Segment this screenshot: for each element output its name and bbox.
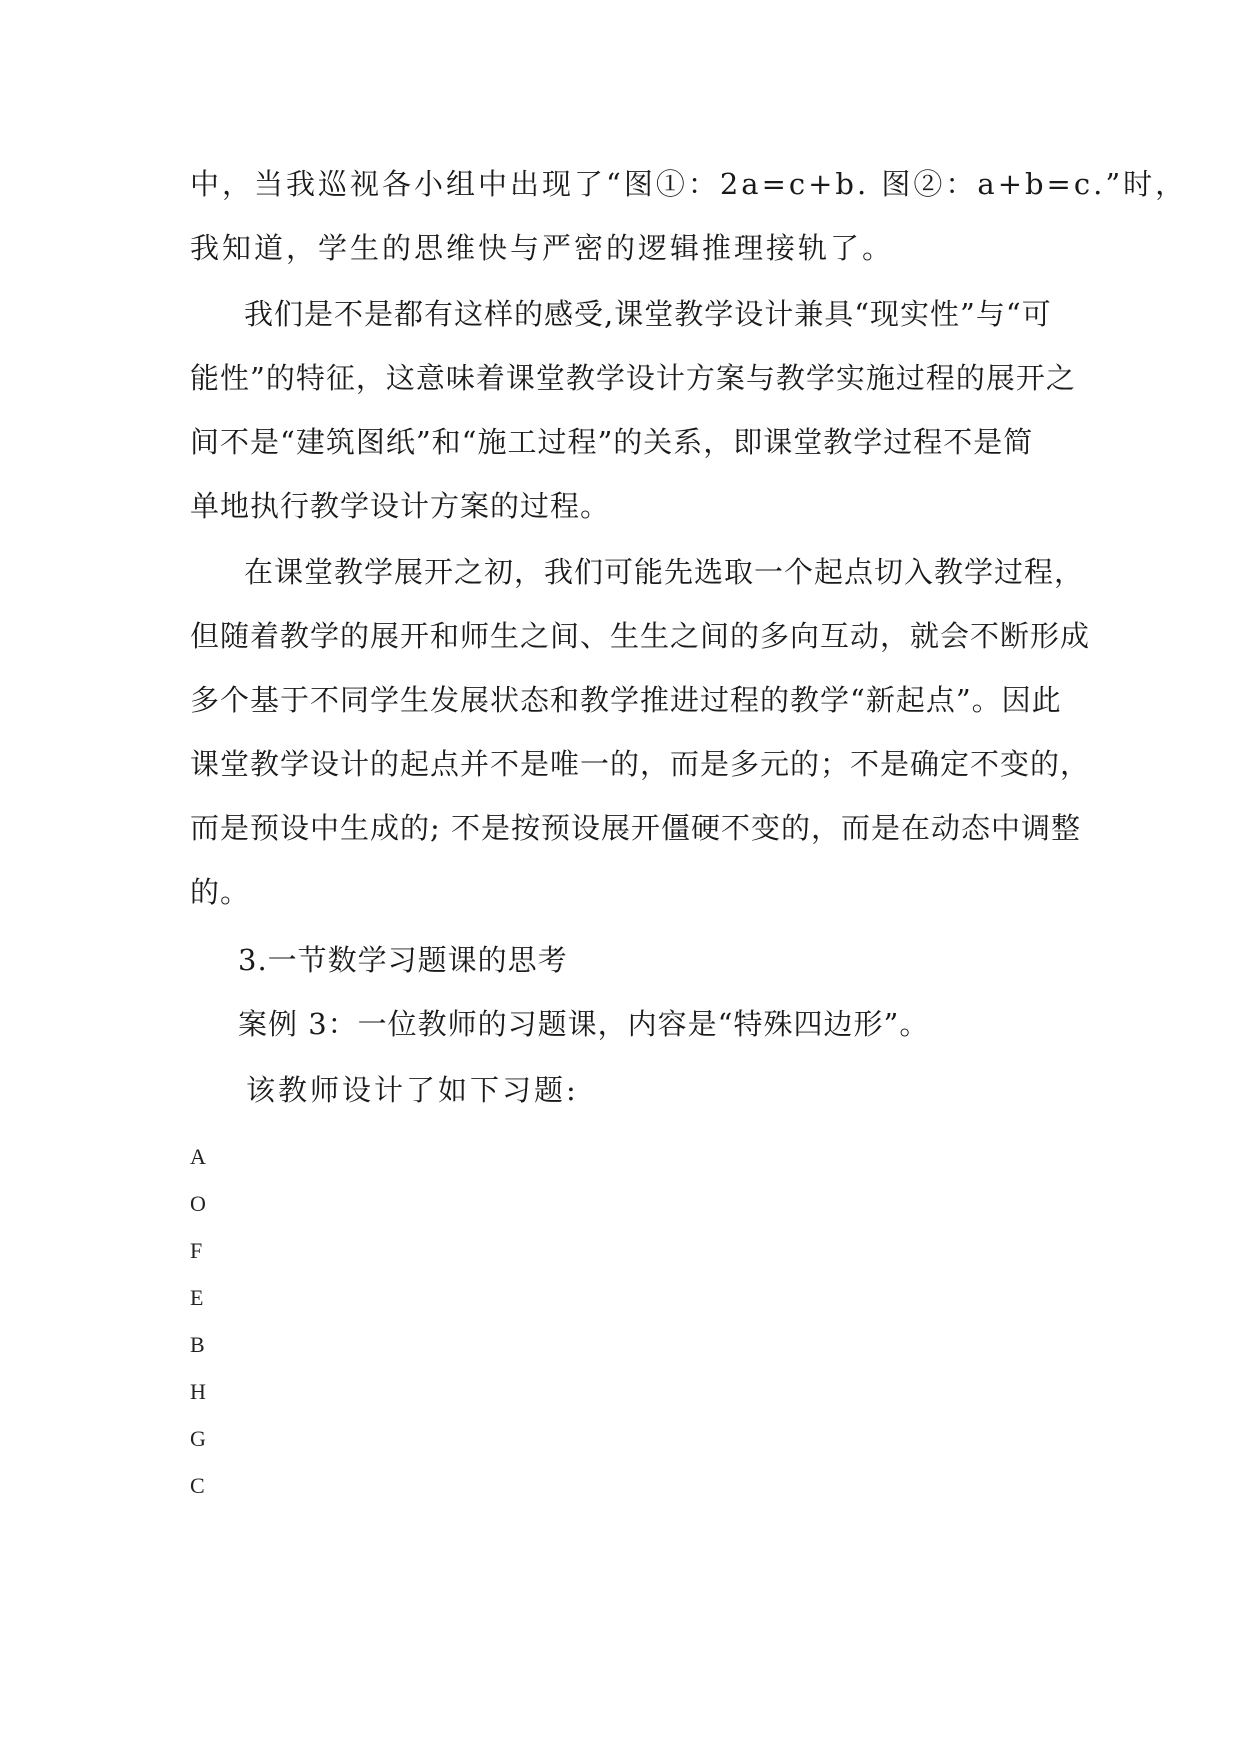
figure-label-h: H — [190, 1379, 206, 1404]
section-heading: 3.一节数学习题课的思考 — [238, 943, 568, 977]
paragraph-3-line-5: 而是预设中生成的; 不是按预设展开僵硬不变的，而是在动态中调整 — [190, 811, 1081, 845]
figure-label-e: E — [190, 1285, 204, 1310]
paragraph-3-line-4: 课堂教学设计的起点并不是唯一的，而是多元的；不是确定不变的， — [190, 747, 1091, 781]
exercise-intro: 该教师设计了如下习题: — [246, 1073, 579, 1107]
paragraph-2-line-1: 我们是不是都有这样的感受,课堂教学设计兼具“现实性”与“可 — [244, 297, 1052, 331]
paragraph-2-line-3: 间不是“建筑图纸”和“施工过程”的关系，即课堂教学过程不是简 — [190, 425, 1034, 459]
paragraph-1-line-2: 我知道，学生的思维快与严密的逻辑推理接轨了。 — [190, 231, 895, 265]
figure-label-f: F — [190, 1238, 203, 1263]
paragraph-1-line-1: 中，当我巡视各小组中出现了“图①：2a=c+b. 图②：a+b=c.”时， — [190, 167, 1188, 201]
figure-label-c: C — [190, 1473, 205, 1498]
figure-label-a: A — [190, 1144, 206, 1169]
paragraph-3-line-3: 多个基于不同学生发展状态和教学推进过程的教学“新起点”。因此 — [190, 683, 1062, 717]
paragraph-3-line-1: 在课堂教学展开之初，我们可能先选取一个起点切入教学过程， — [244, 555, 1085, 589]
paragraph-2-line-4: 单地执行教学设计方案的过程。 — [190, 489, 611, 523]
figure-label-b: B — [190, 1332, 205, 1357]
paragraph-3-line-2: 但随着教学的展开和师生之间、生生之间的多向互动，就会不断形成 — [190, 619, 1091, 653]
case-description: 案例 3：一位教师的习题课，内容是“特殊四边形”。 — [238, 1007, 930, 1041]
paragraph-3-line-6: 的。 — [190, 875, 251, 909]
paragraph-2-line-2: 能性”的特征，这意味着课堂教学设计方案与教学实施过程的展开之 — [190, 361, 1076, 395]
figure-label-o: O — [190, 1191, 206, 1216]
figure-label-g: G — [190, 1426, 206, 1451]
